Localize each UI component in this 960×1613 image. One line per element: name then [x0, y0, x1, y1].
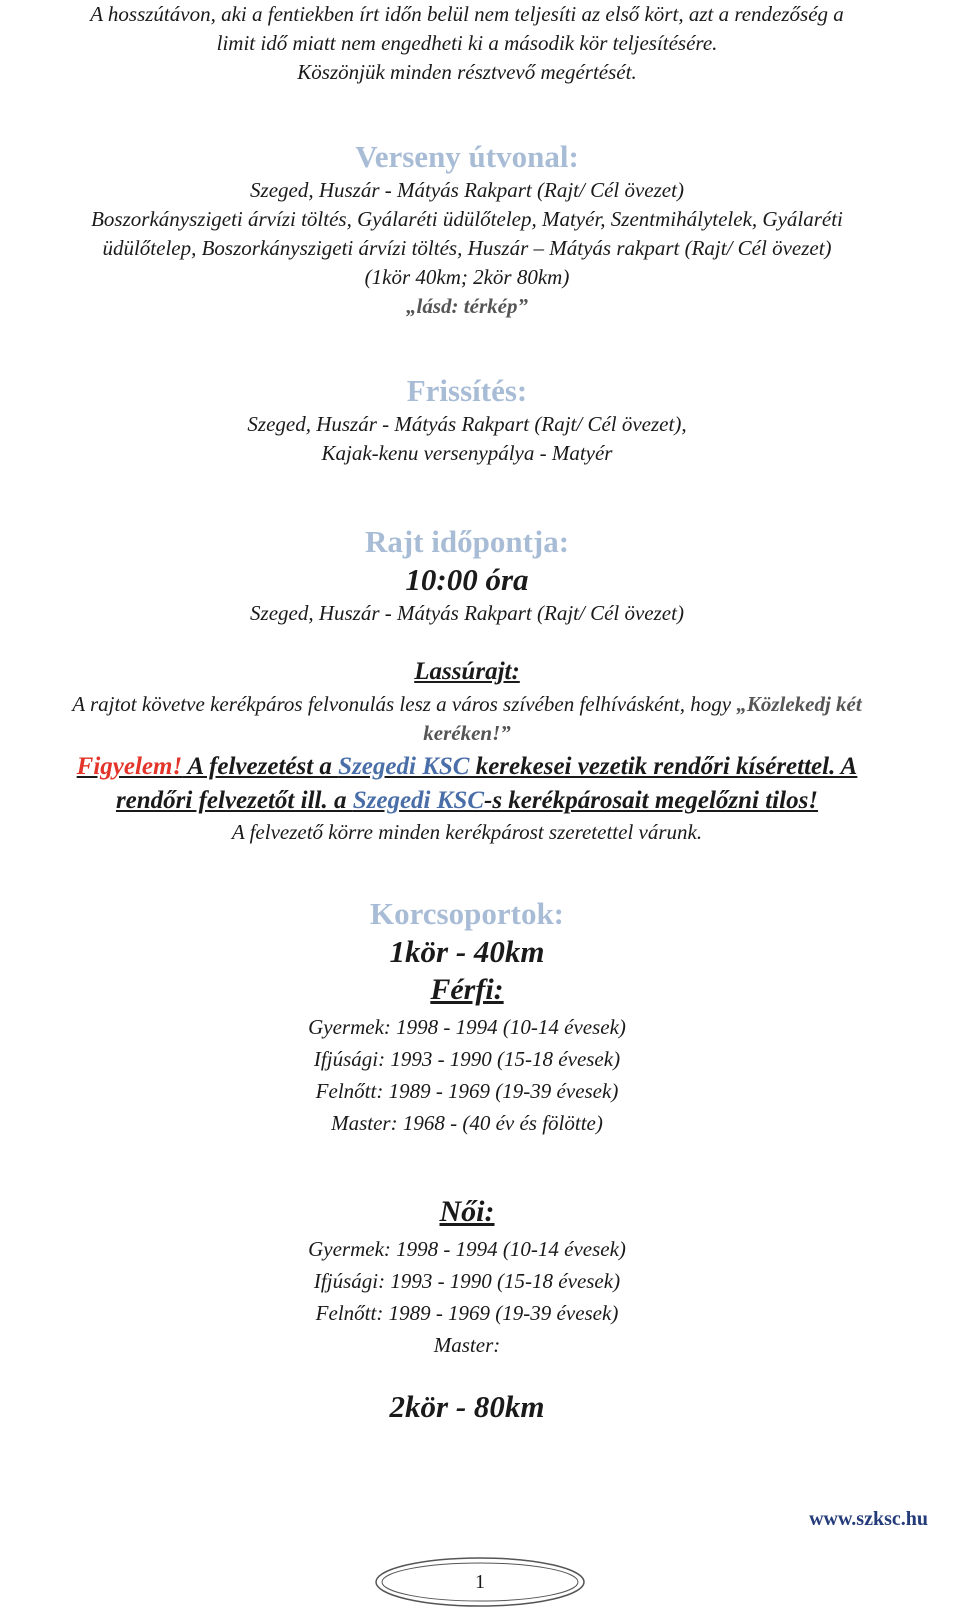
categories-heading: Korcsoportok:: [369, 896, 565, 931]
women-heading: Női:: [439, 1195, 495, 1228]
refresh-line-1: Szeged, Huszár - Mátyás Rakpart (Rajt/ Cél övezet),: [247, 412, 687, 436]
men-category-item: Ifjúsági: 1993 - 1990 (15-18 évesek): [313, 1047, 621, 1071]
club-name-1: Szegedi KSC: [338, 753, 470, 780]
route-line-3: üdülőtelep, Boszorkányszigeti árvízi töltés, Huszár – Mátyás rakpart (Rajt/ Cél övezet): [102, 236, 832, 260]
warning-line-2: [0, 784, 934, 818]
warning-text-2a: rendőri felvezetőt ill. a: [115, 787, 353, 814]
men-heading: Férfi:: [430, 973, 504, 1006]
women-category-item: Master:: [433, 1333, 501, 1357]
refresh-heading: Frissítés:: [406, 373, 528, 408]
refresh-section: [0, 372, 934, 468]
men-category-item: Master: 1968 - (40 év és fölötte): [331, 1111, 603, 1135]
warning-text-1a: A felvezetést a: [187, 753, 339, 780]
women-category-item: Felnőtt: 1989 - 1969 (19-39 évesek): [315, 1301, 619, 1325]
route-line-1: Szeged, Huszár - Mátyás Rakpart (Rajt/ Cél övezet): [250, 178, 684, 202]
route-map-reference: „lásd: térkép”: [406, 294, 528, 318]
start-section: [0, 523, 934, 628]
categories-section: [0, 895, 934, 1139]
page-number-badge: [373, 1555, 587, 1609]
slow-start-text: [0, 690, 934, 719]
women-section: [0, 1193, 934, 1361]
footer-url: www.szksc.hu: [809, 1508, 928, 1530]
intro-line-1: A hosszútávon, aki a fentiekben írt időn belül nem teljesíti az első kört, azt a rendezőség a: [90, 2, 844, 26]
route-section: [0, 138, 934, 321]
warning-text-2b: -s kerékpárosait megelőzni tilos!: [484, 787, 819, 814]
slow-start-closing: A felvezető körre minden kerékpárost szeretettel várunk.: [231, 820, 703, 844]
intro-line-2: limit idő miatt nem engedheti ki a második kör teljesítésére.: [216, 31, 718, 55]
men-list: [0, 1011, 934, 1139]
intro-paragraph: [0, 0, 934, 87]
start-heading: Rajt időpontja:: [364, 524, 570, 559]
route-heading: Verseny útvonal:: [355, 139, 579, 174]
slow-start-slogan-b: keréken!”: [423, 721, 511, 745]
slow-start-text-a: A rajtot követve kerékpáros felvonulás lesz a város szívében felhívásként, hogy: [72, 692, 737, 716]
warning-label: Figyelem!: [76, 753, 183, 780]
route-line-4: (1kör 40km; 2kör 80km): [364, 265, 570, 289]
warning-text-1b: kerekesei vezetik rendőri kísérettel. A: [469, 753, 858, 780]
women-list: [0, 1233, 934, 1361]
intro-line-3: Köszönjük minden résztvevő megértését.: [297, 60, 637, 84]
men-category-item: Felnőtt: 1989 - 1969 (19-39 évesek): [315, 1079, 619, 1103]
slow-start-section: [0, 656, 934, 847]
men-category-item: Gyermek: 1998 - 1994 (10-14 évesek): [308, 1015, 626, 1039]
women-category-item: Gyermek: 1998 - 1994 (10-14 évesek): [308, 1237, 626, 1261]
refresh-line-2: Kajak-kenu versenypálya - Matyér: [321, 441, 613, 465]
lap2-heading: 2kör - 80km: [389, 1389, 545, 1424]
slow-start-heading: Lassúrajt:: [414, 658, 520, 685]
slow-start-slogan-a: „Közlekedj két: [736, 692, 862, 716]
start-time: 10:00 óra: [405, 562, 529, 597]
start-location: Szeged, Huszár - Mátyás Rakpart (Rajt/ Cél övezet): [250, 601, 684, 625]
lap1-heading: 1kör - 40km: [389, 934, 545, 969]
warning-line-1: [0, 750, 934, 784]
page-number: 1: [475, 1571, 485, 1593]
route-line-2: Boszorkányszigeti árvízi töltés, Gyálaréti üdülőtelep, Matyér, Szentmihálytelek, Gyálaréti: [91, 207, 843, 231]
women-category-item: Ifjúsági: 1993 - 1990 (15-18 évesek): [313, 1269, 621, 1293]
club-name-2: Szegedi KSC: [352, 787, 484, 814]
